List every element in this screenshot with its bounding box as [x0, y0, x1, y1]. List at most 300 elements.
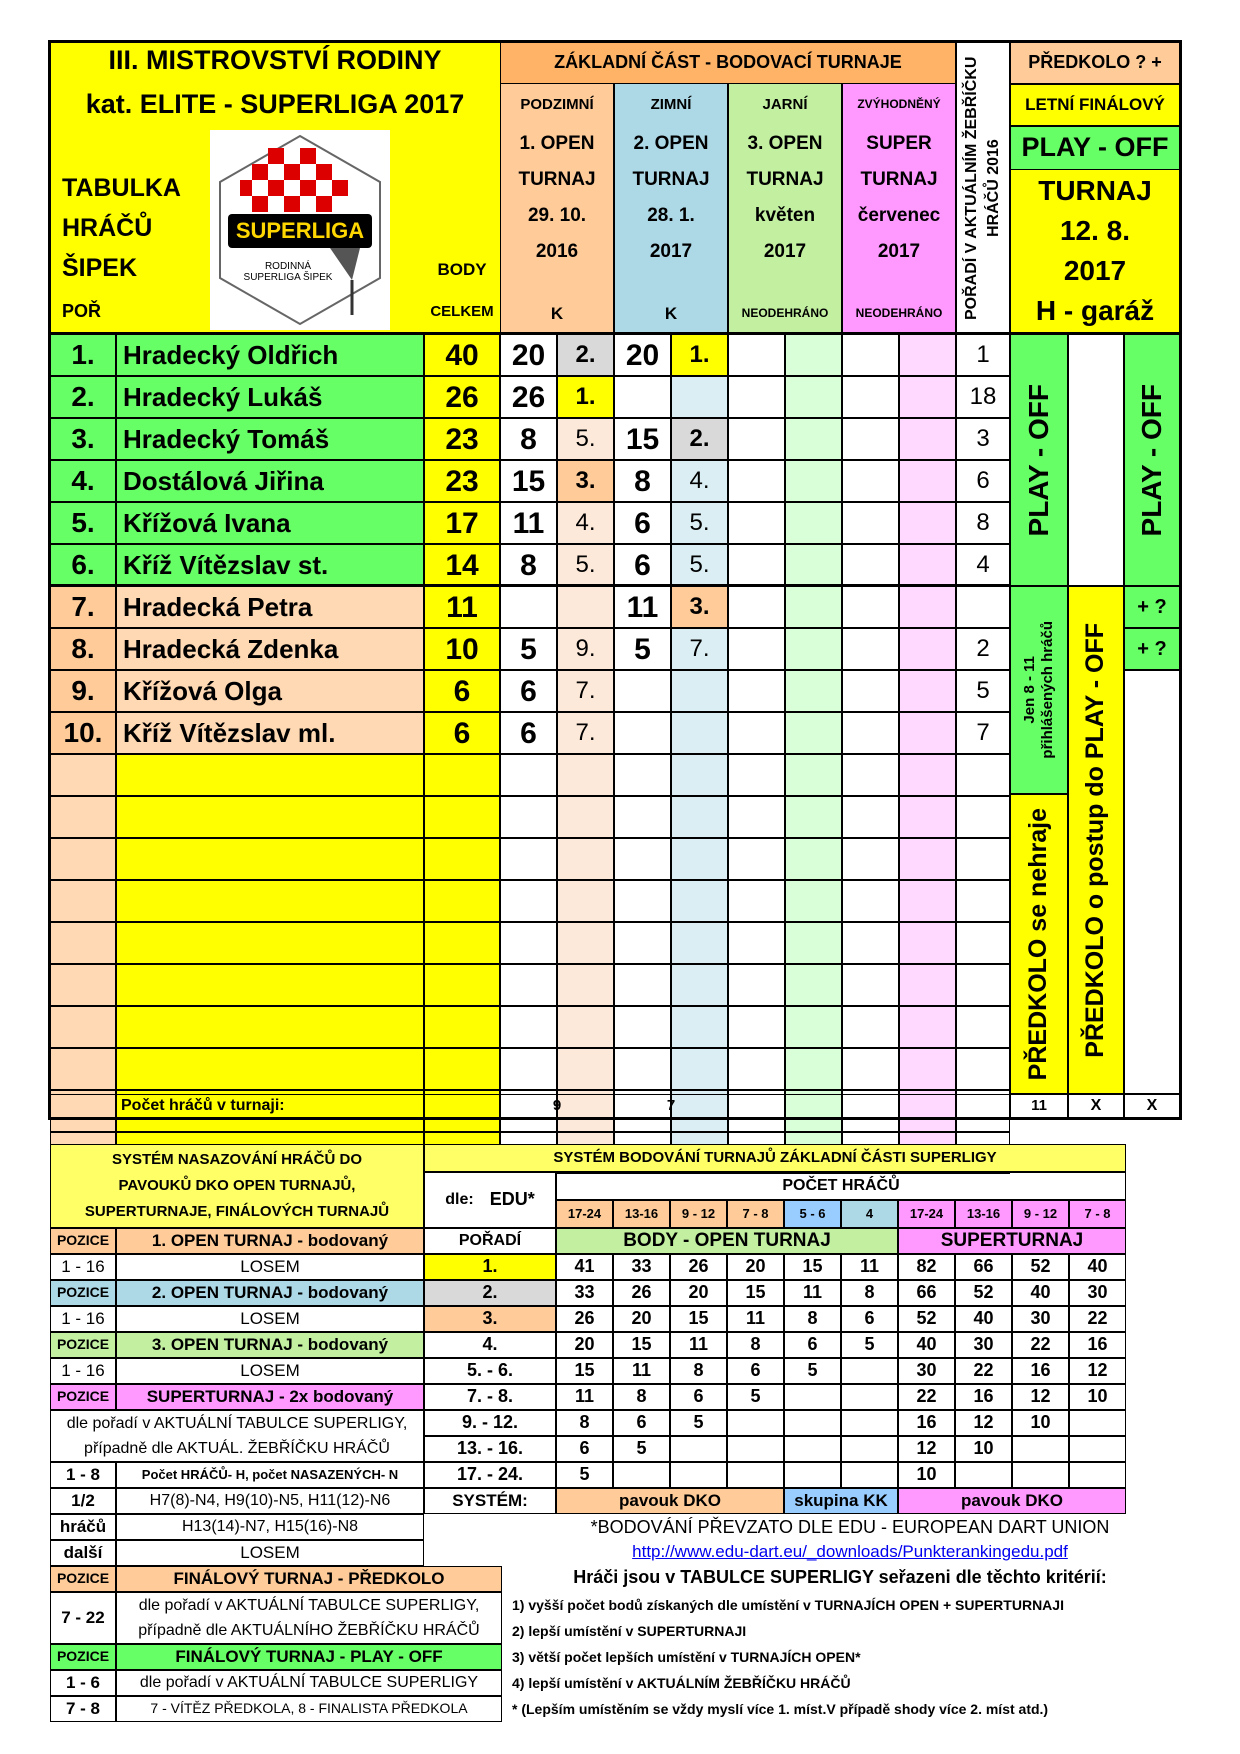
- seeding-title-2: PAVOUKŮ DKO OPEN TURNAJŮ,: [118, 1177, 356, 1194]
- tournament-label: ZVÝHODNĚNÝ: [857, 97, 941, 112]
- page-title: III. MISTROVSTVÍ RODINY: [108, 45, 442, 76]
- points-cell: 20: [614, 334, 671, 376]
- place-cell: 5.: [671, 502, 728, 544]
- player-name: [116, 838, 424, 880]
- label-celkem: CELKEM: [430, 302, 494, 320]
- place-cell: 5.: [557, 544, 614, 586]
- r16-cell: 1 - 6: [50, 1670, 116, 1696]
- count-final: 11: [1010, 1094, 1068, 1118]
- player-rank: [50, 1006, 116, 1048]
- points-cell: [614, 796, 671, 838]
- final-place: H - garáž: [1035, 294, 1155, 326]
- ladder-cell: [956, 1006, 1010, 1048]
- place-cell: 7.: [557, 712, 614, 754]
- final-date: 12. 8.: [1059, 214, 1131, 246]
- scoring-col-header: 17-24: [556, 1200, 613, 1228]
- scoring-value: 30: [1069, 1280, 1126, 1306]
- player-name: [116, 880, 424, 922]
- player-name: Kříž Vítězslav ml.: [116, 712, 424, 754]
- points-cell: [728, 460, 785, 502]
- super-method: [50, 1410, 424, 1462]
- tournament-turnaj: TURNAJ: [860, 168, 938, 190]
- player-total: [424, 796, 500, 838]
- scoring-value: 16: [955, 1384, 1012, 1410]
- tournament-date: 28. 1.: [647, 204, 695, 226]
- scoring-value: 5: [670, 1410, 727, 1436]
- scoring-value: 33: [613, 1254, 670, 1280]
- scoring-value: 6: [670, 1384, 727, 1410]
- scoring-value: [1012, 1462, 1069, 1488]
- scoring-value: 22: [1012, 1332, 1069, 1358]
- place-cell: [785, 628, 842, 670]
- player-name: Hradecký Oldřich: [116, 334, 424, 376]
- ladder-cell: [956, 754, 1010, 796]
- points-cell: 11: [500, 502, 557, 544]
- player-name: Křížová Olga: [116, 670, 424, 712]
- player-total: [424, 880, 500, 922]
- points-cell: [500, 586, 557, 628]
- points-cell: 5: [614, 628, 671, 670]
- place-cell: [785, 1048, 842, 1090]
- scoring-value: 22: [898, 1384, 955, 1410]
- player-total: [424, 838, 500, 880]
- ladder-cell: [956, 922, 1010, 964]
- superliga-logo: [210, 130, 390, 330]
- points-cell: [842, 754, 899, 796]
- points-cell: [614, 1006, 671, 1048]
- points-cell: [728, 1048, 785, 1090]
- scoring-value: 66: [898, 1280, 955, 1306]
- place-cell: [785, 334, 842, 376]
- hracu-cell: hráčů: [50, 1514, 116, 1540]
- dalsi-method: LOSEM: [116, 1540, 424, 1566]
- ladder-cell: 5: [956, 670, 1010, 712]
- scoring-value: [841, 1436, 898, 1462]
- pocet-hracu-header: POČET HRÁČŮ: [556, 1172, 1126, 1200]
- place-cell: [557, 754, 614, 796]
- points-cell: [614, 964, 671, 1006]
- scoring-value: 15: [613, 1332, 670, 1358]
- points-cell: [614, 712, 671, 754]
- place-cell: 7.: [557, 670, 614, 712]
- jen-8-11-line2: přihlášených hráčů: [1039, 621, 1056, 759]
- scoring-place: 2.: [424, 1280, 556, 1306]
- place-cell: [671, 1048, 728, 1090]
- scoring-col-header: 7 - 8: [727, 1200, 784, 1228]
- place-cell: 4.: [557, 502, 614, 544]
- place-cell: 2.: [557, 334, 614, 376]
- final-year: 2017: [1063, 254, 1127, 286]
- place-cell: 9.: [557, 628, 614, 670]
- place-cell: [899, 796, 956, 838]
- super-label: SUPERTURNAJ - 2x bodovaný: [116, 1384, 424, 1410]
- scoring-value: 10: [955, 1436, 1012, 1462]
- scoring-value: 5: [784, 1358, 841, 1384]
- half-cell: 1/2: [50, 1488, 116, 1514]
- player-rank: 8.: [50, 628, 116, 670]
- points-cell: 6: [500, 670, 557, 712]
- tournament-turnaj: TURNAJ: [746, 168, 824, 190]
- tournament-label: PODZIMNÍ: [520, 95, 594, 113]
- plus-cell-1: + ?: [1124, 586, 1180, 628]
- place-cell: [785, 376, 842, 418]
- points-cell: [728, 376, 785, 418]
- label-hracu: HRÁČŮ: [62, 214, 153, 243]
- ladder-cell: 3: [956, 418, 1010, 460]
- open3-range: 1 - 16: [50, 1358, 116, 1384]
- seeding-title: [50, 1144, 424, 1228]
- points-cell: [842, 880, 899, 922]
- place-cell: 4.: [671, 460, 728, 502]
- fin-pre-label: FINÁLOVÝ TURNAJ - PŘEDKOLO: [116, 1566, 502, 1592]
- fin-pre-method-1: dle pořadí v AKTUÁLNÍ TABULCE SUPERLIGY,: [138, 1597, 480, 1614]
- fin-pre-method: [116, 1592, 502, 1644]
- playoff-side-1-text: PLAY - OFF: [1022, 383, 1054, 537]
- scoring-value: 66: [955, 1254, 1012, 1280]
- open1-label: 1. OPEN TURNAJ - bodovaný: [116, 1228, 424, 1254]
- ladder-cell: [956, 880, 1010, 922]
- points-cell: [500, 1048, 557, 1090]
- ladder-cell: 4: [956, 544, 1010, 586]
- system-pavouk-2: pavouk DKO: [898, 1488, 1126, 1514]
- scoring-value: 52: [898, 1306, 955, 1332]
- place-cell: 3.: [671, 586, 728, 628]
- scoring-value: [841, 1384, 898, 1410]
- scoring-value: [670, 1462, 727, 1488]
- points-cell: 26: [500, 376, 557, 418]
- player-total: 6: [424, 670, 500, 712]
- points-cell: [614, 838, 671, 880]
- tournament-turnaj: TURNAJ: [518, 168, 596, 190]
- player-rank: 2.: [50, 376, 116, 418]
- scoring-value: [1069, 1436, 1126, 1462]
- scoring-value: 22: [1069, 1306, 1126, 1332]
- scoring-value: 11: [784, 1280, 841, 1306]
- scoring-value: [841, 1410, 898, 1436]
- tournament-open: 2. OPEN: [633, 132, 709, 154]
- points-cell: 20: [500, 334, 557, 376]
- ladder-cell: 7: [956, 712, 1010, 754]
- scoring-value: 11: [556, 1384, 613, 1410]
- scoring-value: 8: [784, 1306, 841, 1332]
- place-cell: [671, 1006, 728, 1048]
- count-t1: 9: [500, 1094, 614, 1118]
- points-cell: [500, 796, 557, 838]
- place-cell: [785, 502, 842, 544]
- place-cell: [899, 460, 956, 502]
- points-cell: [842, 796, 899, 838]
- player-total: 26: [424, 376, 500, 418]
- scoring-value: [670, 1436, 727, 1462]
- count-t3: [728, 1094, 842, 1118]
- player-name: [116, 1048, 424, 1090]
- system-label: SYSTÉM:: [424, 1488, 556, 1514]
- player-rank: [50, 964, 116, 1006]
- scoring-value: 10: [1012, 1410, 1069, 1436]
- place-cell: 7.: [671, 628, 728, 670]
- system-pavouk: pavouk DKO: [556, 1488, 784, 1514]
- points-cell: [614, 670, 671, 712]
- open2-range: 1 - 16: [50, 1306, 116, 1332]
- player-rank: 7.: [50, 586, 116, 628]
- pozice-label-1: POZICE: [50, 1228, 116, 1254]
- scoring-value: 8: [841, 1280, 898, 1306]
- place-cell: [785, 460, 842, 502]
- points-cell: [842, 460, 899, 502]
- scoring-value: 20: [613, 1306, 670, 1332]
- scoring-value: 6: [727, 1358, 784, 1384]
- edu-link[interactable]: http://www.edu-dart.eu/_downloads/Punkterankingedu.pdf: [632, 1541, 1068, 1561]
- player-total: 10: [424, 628, 500, 670]
- player-rank: 9.: [50, 670, 116, 712]
- scoring-value: 8: [556, 1410, 613, 1436]
- place-cell: [671, 376, 728, 418]
- pozice-label-5: POZICE: [50, 1566, 116, 1592]
- points-cell: [842, 418, 899, 460]
- place-cell: [899, 1048, 956, 1090]
- scoring-value: 12: [1012, 1384, 1069, 1410]
- system-skupina: skupina KK: [784, 1488, 898, 1514]
- scoring-value: 11: [727, 1306, 784, 1332]
- tournament-year: 2017: [877, 240, 921, 262]
- open1-range: 1 - 16: [50, 1254, 116, 1280]
- place-cell: [671, 754, 728, 796]
- scoring-value: 8: [613, 1384, 670, 1410]
- player-name: Křížová Ivana: [116, 502, 424, 544]
- place-cell: [899, 502, 956, 544]
- pozice-label-2: POZICE: [50, 1280, 116, 1306]
- place-cell: [899, 964, 956, 1006]
- place-cell: 3.: [557, 460, 614, 502]
- jen-8-11-cell: [1010, 586, 1068, 794]
- points-cell: 15: [614, 418, 671, 460]
- scoring-value: 5: [727, 1384, 784, 1410]
- player-total: [424, 964, 500, 1006]
- ladder-cell: 1: [956, 334, 1010, 376]
- points-cell: [614, 1048, 671, 1090]
- place-cell: [899, 922, 956, 964]
- points-cell: [500, 880, 557, 922]
- ladder-cell: 6: [956, 460, 1010, 502]
- scoring-value: 10: [1069, 1384, 1126, 1410]
- open3-label: 3. OPEN TURNAJ - bodovaný: [116, 1332, 424, 1358]
- ladder-cell: 2: [956, 628, 1010, 670]
- points-cell: [728, 334, 785, 376]
- points-cell: [728, 964, 785, 1006]
- label-tabulka: TABULKA: [62, 174, 181, 203]
- pozice-label-6: POZICE: [50, 1644, 116, 1670]
- edu-label: EDU*: [489, 1189, 535, 1210]
- player-name: Hradecký Tomáš: [116, 418, 424, 460]
- r18-cell: 1 - 8: [50, 1462, 116, 1488]
- points-cell: 15: [500, 460, 557, 502]
- scoring-value: 5: [841, 1332, 898, 1358]
- place-cell: 5.: [557, 418, 614, 460]
- place-cell: [899, 628, 956, 670]
- scoring-value: 26: [613, 1280, 670, 1306]
- points-cell: 8: [500, 418, 557, 460]
- points-cell: [500, 1006, 557, 1048]
- scoring-value: [727, 1410, 784, 1436]
- points-cell: [500, 922, 557, 964]
- points-cell: [728, 838, 785, 880]
- place-cell: [671, 796, 728, 838]
- points-cell: 6: [500, 712, 557, 754]
- scoring-value: 16: [898, 1410, 955, 1436]
- scoring-value: 40: [1069, 1254, 1126, 1280]
- player-rank: 3.: [50, 418, 116, 460]
- player-name: [116, 922, 424, 964]
- open3-method: LOSEM: [116, 1358, 424, 1384]
- player-rank: 4.: [50, 460, 116, 502]
- player-total: [424, 1048, 500, 1090]
- scoring-value: 15: [556, 1358, 613, 1384]
- player-total: 14: [424, 544, 500, 586]
- points-cell: [842, 334, 899, 376]
- scoring-value: 8: [670, 1358, 727, 1384]
- tournament-open: 1. OPEN: [519, 132, 595, 154]
- scoring-value: 22: [955, 1358, 1012, 1384]
- points-cell: [500, 838, 557, 880]
- scoring-value: 6: [784, 1332, 841, 1358]
- tournament-status: K: [664, 303, 678, 323]
- points-cell: [728, 502, 785, 544]
- count-ladder: [956, 1094, 1010, 1118]
- points-cell: [728, 1006, 785, 1048]
- points-cell: [842, 376, 899, 418]
- tournament-date: květen: [754, 204, 816, 226]
- scoring-col-header: 9 - 12: [670, 1200, 727, 1228]
- superturnaj-header: SUPERTURNAJ: [898, 1228, 1126, 1254]
- predkolo-header: PŘEDKOLO ? +: [1010, 42, 1180, 84]
- points-cell: [842, 670, 899, 712]
- tournament-year: 2017: [649, 240, 693, 262]
- ladder-header-text: POŘADÍ V AKTUÁLNÍM ŽEBŘÍČKU HRÁČŮ 2016: [963, 56, 1002, 320]
- points-cell: [728, 796, 785, 838]
- n1-cell: H7(8)-N4, H9(10)-N5, H11(12)-N6: [116, 1488, 424, 1514]
- predkolo-nehraje-text: PŘEDKOLO se nehraje: [1024, 807, 1053, 1081]
- player-rank: [50, 922, 116, 964]
- scoring-value: 11: [841, 1254, 898, 1280]
- place-cell: [899, 376, 956, 418]
- scoring-value: 15: [727, 1280, 784, 1306]
- r78-cell: 7 - 8: [50, 1696, 116, 1722]
- tournament-status: NEODEHRÁNO: [741, 306, 829, 321]
- player-rank: 10.: [50, 712, 116, 754]
- scoring-value: 6: [613, 1410, 670, 1436]
- place-cell: [785, 922, 842, 964]
- player-total: 23: [424, 460, 500, 502]
- open1-method: LOSEM: [116, 1254, 424, 1280]
- scoring-place: 7. - 8.: [424, 1384, 556, 1410]
- tournament-turnaj: TURNAJ: [632, 168, 710, 190]
- place-cell: [899, 1006, 956, 1048]
- points-cell: 8: [500, 544, 557, 586]
- scoring-value: 30: [898, 1358, 955, 1384]
- count-t2: 7: [614, 1094, 728, 1118]
- points-cell: [728, 544, 785, 586]
- place-cell: [785, 880, 842, 922]
- tournament-year: 2016: [535, 240, 579, 262]
- seeding-title-1: SYSTÉM NASAZOVÁNÍ HRÁČŮ DO: [111, 1151, 362, 1168]
- place-cell: [785, 754, 842, 796]
- player-total: 11: [424, 586, 500, 628]
- player-rank: [50, 796, 116, 838]
- points-cell: [500, 964, 557, 1006]
- scoring-value: [1069, 1410, 1126, 1436]
- place-cell: [899, 334, 956, 376]
- place-cell: [671, 712, 728, 754]
- player-rank: 5.: [50, 502, 116, 544]
- scoring-place: 17. - 24.: [424, 1462, 556, 1488]
- points-cell: [842, 586, 899, 628]
- tournament-status: NEODEHRÁNO: [855, 306, 943, 321]
- scoring-value: 20: [556, 1332, 613, 1358]
- body-open-header: BODY - OPEN TURNAJ: [556, 1228, 898, 1254]
- zakladni-cast-header: ZÁKLADNÍ ČÁST - BODOVACÍ TURNAJE: [500, 42, 956, 84]
- scoring-value: [1069, 1462, 1126, 1488]
- predkolo-nehraje-cell: [1010, 794, 1068, 1094]
- playoff-header: PLAY - OFF: [1010, 126, 1180, 170]
- plus-cell-2: + ?: [1124, 628, 1180, 670]
- scoring-value: 26: [556, 1306, 613, 1332]
- place-cell: [557, 1048, 614, 1090]
- player-rank: [50, 880, 116, 922]
- dalsi-cell: další: [50, 1540, 116, 1566]
- points-cell: [842, 1048, 899, 1090]
- scoring-value: 15: [784, 1254, 841, 1280]
- scoring-value: 20: [727, 1254, 784, 1280]
- tournament-status: K: [550, 303, 564, 323]
- criteria-item: 1) vyšší počet bodů získaných dle umístění v TURNAJÍCH OPEN + SUPERTURNAJI: [512, 1597, 1064, 1614]
- seeding-title-3: SUPERTURNAJE, FINÁLOVÝCH TURNAJŮ: [84, 1203, 390, 1220]
- points-cell: [842, 922, 899, 964]
- label-body: BODY: [437, 259, 487, 279]
- points-cell: [728, 712, 785, 754]
- place-cell: [899, 838, 956, 880]
- count-label: Počet hráčů v turnaji:: [50, 1094, 500, 1118]
- points-cell: [614, 880, 671, 922]
- scoring-place: 13. - 16.: [424, 1436, 556, 1462]
- pocet-cell: Počet HRÁČŮ- H, počet NASAZENÝCH- N: [116, 1462, 424, 1488]
- scoring-col-header: 5 - 6: [784, 1200, 841, 1228]
- player-rank: [50, 1048, 116, 1090]
- player-total: 23: [424, 418, 500, 460]
- letni-header: LETNÍ FINÁLOVÝ: [1010, 84, 1180, 126]
- player-total: [424, 754, 500, 796]
- points-cell: 6: [614, 544, 671, 586]
- player-rank: 6.: [50, 544, 116, 586]
- count-x2: X: [1124, 1094, 1180, 1118]
- player-name: [116, 796, 424, 838]
- place-cell: [557, 1006, 614, 1048]
- place-cell: [557, 922, 614, 964]
- player-rank: 1.: [50, 334, 116, 376]
- scoring-value: 5: [613, 1436, 670, 1462]
- playoff-side-2: [1124, 334, 1180, 586]
- scoring-col-header: 13-16: [955, 1200, 1012, 1228]
- scoring-value: [784, 1384, 841, 1410]
- criteria-item: * (Lepším umístěním se vždy myslí více 1. míst.V případě shody více 2. míst atd.): [512, 1701, 1049, 1718]
- scoring-value: 40: [955, 1306, 1012, 1332]
- points-cell: 5: [500, 628, 557, 670]
- place-cell: [557, 838, 614, 880]
- n2-cell: H13(14)-N7, H15(16)-N8: [116, 1514, 424, 1540]
- place-cell: 5.: [671, 544, 728, 586]
- scoring-value: 30: [955, 1332, 1012, 1358]
- points-cell: [842, 964, 899, 1006]
- tournament-year: 2017: [763, 240, 807, 262]
